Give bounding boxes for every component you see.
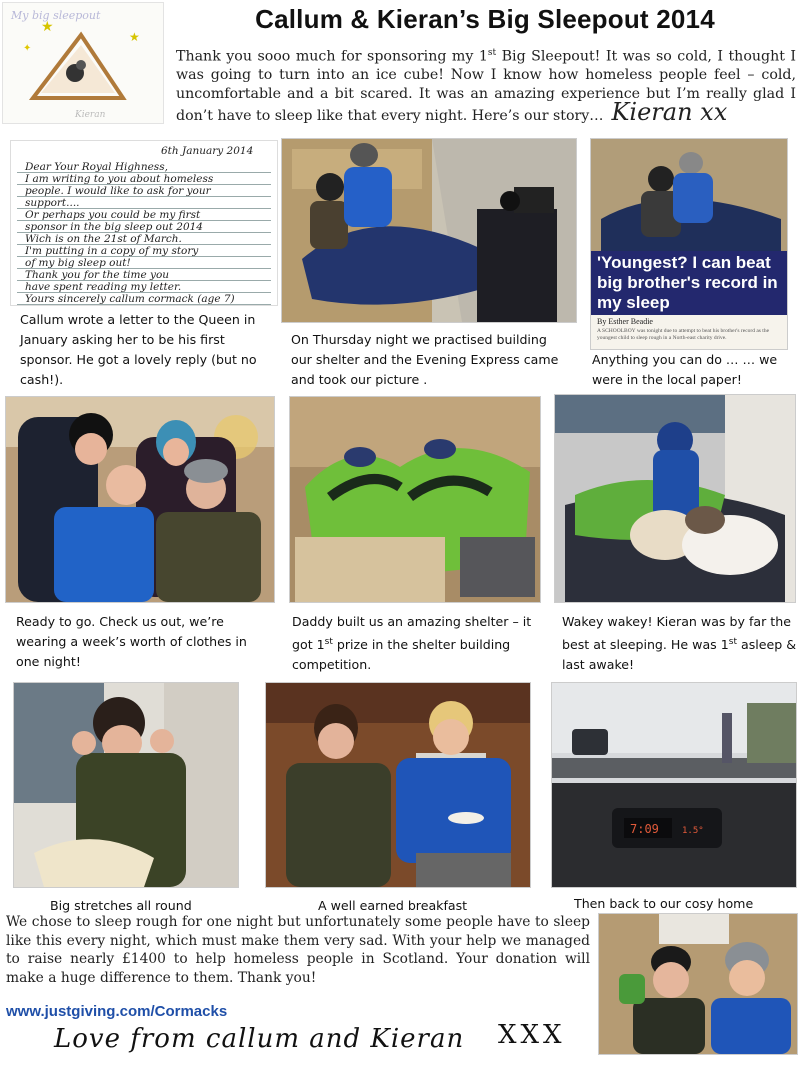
caption-home: Then back to our cosy home xyxy=(574,896,754,911)
caption-shelter-sup: st xyxy=(324,637,333,647)
letter-date: 6th January 2014 xyxy=(161,145,254,157)
newspaper-body: A SCHOOLBOY was tonight due to attempt to beat his brother's record as the youngest child to sleep rough in a North-east charity drive. xyxy=(597,328,770,341)
shelter-photo xyxy=(289,396,541,603)
caption-paper: Anything you can do … … we were in the local paper! xyxy=(592,352,778,387)
newspaper-headline: 'Youngest? I can beat big brother's record in my sleep xyxy=(591,251,787,315)
caption-breakfast: A well earned breakfast xyxy=(318,898,468,913)
drawing-signature: Kieran xyxy=(75,110,106,120)
letter-line: sponsor in the big sleep out 2014 xyxy=(25,221,203,233)
caption-practice: On Thursday night we practised building our shelter and the Evening Express came and took our picture . xyxy=(291,332,559,387)
newspaper-byline: By Esther Beadie xyxy=(597,317,653,326)
caption-shelter-text-1: Daddy built us an amazing shelter – it got 1 xyxy=(292,614,532,653)
intro-signature: Kieran xx xyxy=(611,98,728,127)
stretch-photo xyxy=(13,682,239,888)
caption-shelter xyxy=(292,612,544,675)
letter-line: of my big sleep out! xyxy=(25,257,131,269)
svg-text:★: ★ xyxy=(41,19,54,35)
letter-line: I am writing to you about homeless xyxy=(25,173,214,185)
caption-wakey-text-2: asleep & last awake! xyxy=(562,637,797,673)
letter-line: people. I would like to ask for your xyxy=(25,185,211,197)
final-boys-photo xyxy=(598,913,798,1055)
wakey-photo xyxy=(554,394,796,603)
letter-line: Thank you for the time you xyxy=(25,269,170,281)
handwritten-signoff: Love from callum and Kieran xyxy=(54,1024,465,1054)
dashboard-temp: 1.5° xyxy=(682,826,704,836)
drive-home-photo xyxy=(551,682,797,888)
caption-ready: Ready to go. Check us out, we’re wearing a week’s worth of clothes in one night! xyxy=(16,614,247,669)
letter-line: Dear Your Royal Highness, xyxy=(25,161,168,173)
handwritten-kisses: XXX xyxy=(498,1020,566,1050)
child-drawing xyxy=(2,2,164,124)
newspaper-clipping xyxy=(590,138,788,350)
letter-line: Yours sincerely callum cormack (age 7) xyxy=(25,293,235,305)
intro-superscript: st xyxy=(487,48,497,58)
svg-text:✦: ✦ xyxy=(23,43,32,54)
ready-to-go-photo xyxy=(5,396,275,603)
intro-text-1: Thank you sooo much for sponsoring my 1 xyxy=(176,48,488,65)
breakfast-photo xyxy=(265,682,531,888)
caption-wakey-text-1: Wakey wakey! Kieran was by far the best at sleeping. He was 1 xyxy=(562,614,791,653)
caption-stretch: Big stretches all round xyxy=(50,898,192,913)
caption-letter: Callum wrote a letter to the Queen in January asking her to be his first sponsor. He got a lovely reply (but no cash!). xyxy=(20,312,257,387)
queen-letter-image xyxy=(10,140,278,306)
closing-paragraph: We chose to sleep rough for one night but unfortunately some people have to sleep like this every night, which must make them very sad. With your help we managed to raise nearly £1400 to help homeless people in Scotland. Your donation will make a huge difference to them. Thank you! xyxy=(6,914,590,986)
drawing-label: My big sleepout xyxy=(11,9,101,22)
caption-shelter-text-2: prize in the shelter building competition. xyxy=(292,637,511,673)
caption-wakey xyxy=(562,612,797,675)
letter-line: Or perhaps you could be my first xyxy=(25,209,201,221)
intro-text-2: Big Sleepout! It was so cold, I thought I was going to turn into an ice cube! Now I know how homeless people feel – cold, uncomfortable and a bit scared. It was an amazing experience but I’m really glad I don’t have to sleep like that every night. Here’s our story… xyxy=(176,48,797,125)
letter-line: have spent reading my letter. xyxy=(25,281,182,293)
justgiving-link[interactable]: www.justgiving.com/Cormacks xyxy=(6,1003,228,1020)
letter-line: support.... xyxy=(25,197,80,209)
caption-wakey-sup: st xyxy=(728,637,737,647)
letter-line: I'm putting in a copy of my story xyxy=(25,245,199,257)
svg-text:★: ★ xyxy=(129,30,140,44)
practice-shelter-photo xyxy=(281,138,577,323)
dashboard-clock: 7:09 xyxy=(630,822,659,836)
letter-line: Wich is on the 21st of March. xyxy=(25,233,182,245)
intro-paragraph xyxy=(176,44,796,126)
page-title: Callum & Kieran’s Big Sleepout 2014 xyxy=(255,4,715,34)
